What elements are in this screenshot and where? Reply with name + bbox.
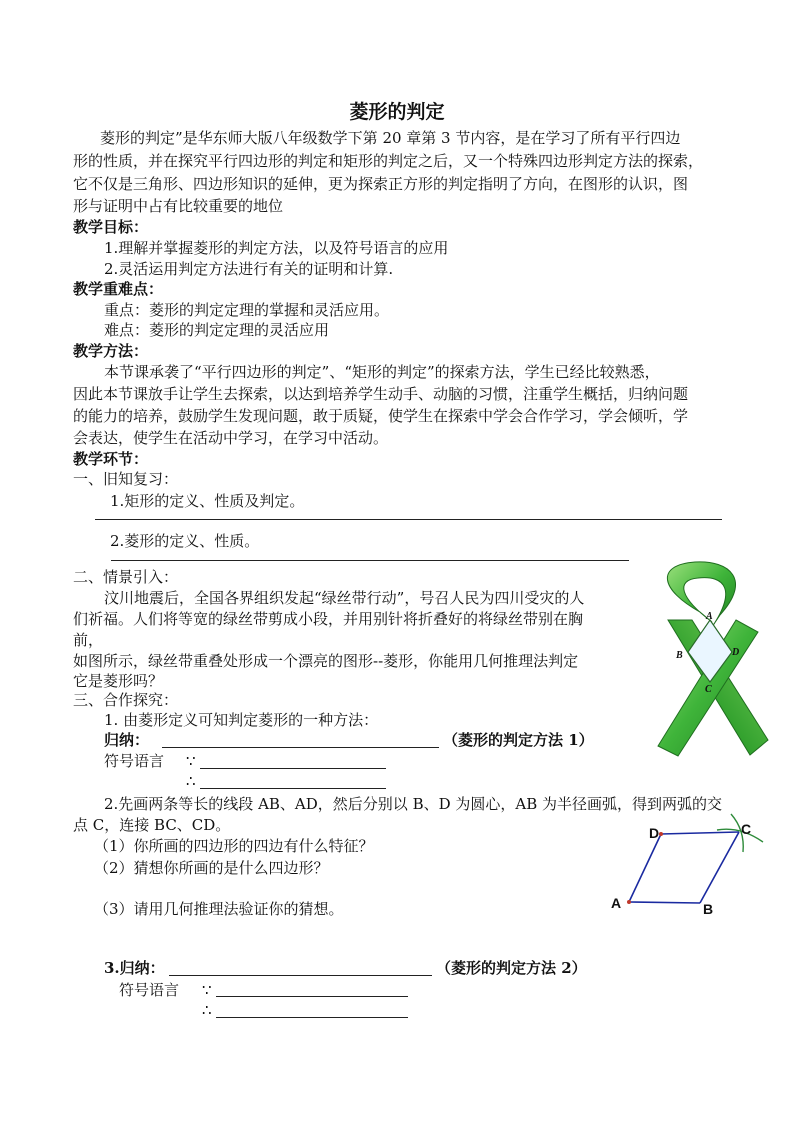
therefore-symbol-2: ∴ xyxy=(202,1001,212,1019)
method-1-note: （菱形的判定方法 1） xyxy=(443,731,594,749)
answer-line xyxy=(169,975,432,976)
answer-line xyxy=(162,747,439,748)
keypoint-difficulty: 难点：菱形的判定定理的灵活应用 xyxy=(104,321,330,339)
answer-line xyxy=(111,560,629,561)
goal-item-2: 2.灵活运用判定方法进行有关的证明和计算. xyxy=(104,260,394,278)
method-2-note: （菱形的判定方法 2） xyxy=(436,959,587,977)
scene-heading: 二、情景引入： xyxy=(73,568,179,586)
point-a xyxy=(627,900,631,904)
review-question-1: 1.矩形的定义、性质及判定。 xyxy=(110,492,305,510)
intro-line-2: 形的性质，并在探究平行四边形的判定和矩形的判定之后，又一个特殊四边形判定方法的探索， xyxy=(73,152,704,170)
label-d: D xyxy=(649,825,660,841)
intro-line-3: 它不仅是三角形、四边形知识的延伸，更为探索正方形的判定指明了方向，在图形的认识，图 xyxy=(73,175,689,193)
explore-item-2-line-2: 点 C，连接 BC、CD。 xyxy=(73,816,231,834)
symbol-label-2: 符号语言 xyxy=(119,981,180,999)
goals-heading: 教学目标： xyxy=(73,218,149,236)
page-title: 菱形的判定 xyxy=(349,101,445,123)
keypoints-heading: 教学重难点： xyxy=(73,280,164,298)
summary-2-label: 3.归纳： xyxy=(104,959,165,977)
method-line-3: 的能力的培养，鼓励学生发现问题，敢于质疑，使学生在探索中学会合作学习，学会倾听，学 xyxy=(73,407,689,425)
answer-line xyxy=(95,519,722,520)
answer-line xyxy=(200,768,386,769)
because-symbol-2: ∵ xyxy=(202,981,212,999)
label-d: D xyxy=(732,647,740,658)
point-d xyxy=(659,832,663,836)
label-b: B xyxy=(676,650,683,661)
method-line-4: 会表达，使学生在活动中学习，在学习中活动。 xyxy=(73,429,389,447)
question-2: （2）猜想你所画的是什么四边形？ xyxy=(94,859,329,877)
rhombus-figure xyxy=(605,812,775,920)
question-3: （3）请用几何推理法验证你的猜想。 xyxy=(94,900,344,918)
method-heading: 教学方法： xyxy=(73,342,149,360)
because-symbol: ∵ xyxy=(186,752,196,770)
explore-heading: 三、合作探究： xyxy=(73,691,179,709)
scene-line-3: 前， xyxy=(73,631,104,649)
scene-line-5: 它是菱形吗？ xyxy=(73,672,164,690)
segment-da xyxy=(629,834,661,902)
explore-item-1: 1. 由菱形定义可知判定菱形的一种方法： xyxy=(104,711,379,729)
keypoint-focus: 重点：菱形的判定定理的掌握和灵活应用。 xyxy=(104,301,390,319)
review-heading: 一、旧知复习： xyxy=(73,470,179,488)
segment-ab xyxy=(629,902,700,903)
intro-line-1: 菱形的判定”是华东师大版八年级数学下第 20 章第 3 节内容，是在学习了所有平行四边 xyxy=(100,129,681,147)
therefore-symbol: ∴ xyxy=(186,772,196,790)
goal-item-1: 1.理解并掌握菱形的判定方法，以及符号语言的应用 xyxy=(104,239,449,257)
green-ribbon-figure xyxy=(640,560,770,760)
arc-from-d xyxy=(717,829,763,842)
explore-item-2-line-1: 2.先画两条等长的线段 AB、AD，然后分别以 B、D 为圆心，AB 为半径画弧，得到两弧的交 xyxy=(104,795,723,813)
answer-line xyxy=(216,996,408,997)
segment-bc xyxy=(700,832,739,903)
scene-line-2: 们祈福。人们将等宽的绿丝带剪成小段，并用别针将折叠好的将绿丝带别在胸 xyxy=(73,610,584,628)
intro-line-4: 形与证明中占有比较重要的地位 xyxy=(73,197,284,215)
label-c: C xyxy=(705,684,712,695)
label-b: B xyxy=(703,901,714,917)
question-1: （1）你所画的四边形的四边有什么特征？ xyxy=(94,837,374,855)
method-line-1: 本节课承袭了“平行四边形的判定”、“矩形的判定”的探索方法，学生已经比较熟悉， xyxy=(104,363,660,381)
label-a: A xyxy=(706,611,713,622)
answer-line xyxy=(216,1017,408,1018)
symbol-label: 符号语言 xyxy=(104,752,165,770)
segment-cd xyxy=(661,832,739,834)
method-line-2: 因此本节课放手让学生去探索，以达到培养学生动手、动脑的习惯，注重学生概括，归纳问题 xyxy=(73,385,689,403)
review-question-2: 2.菱形的定义、性质。 xyxy=(110,532,260,550)
answer-line xyxy=(200,788,386,789)
label-a: A xyxy=(611,895,622,911)
label-c: C xyxy=(741,821,752,837)
scene-line-4: 如图所示，绿丝带重叠处形成一个漂亮的图形--菱形，你能用几何推理法判定 xyxy=(73,652,579,670)
steps-heading: 教学环节： xyxy=(73,450,149,468)
summary-label: 归纳： xyxy=(104,731,150,749)
scene-line-1: 汶川地震后，全国各界组织发起“绿丝带行动”，号召人民为四川受灾的人 xyxy=(104,589,585,607)
